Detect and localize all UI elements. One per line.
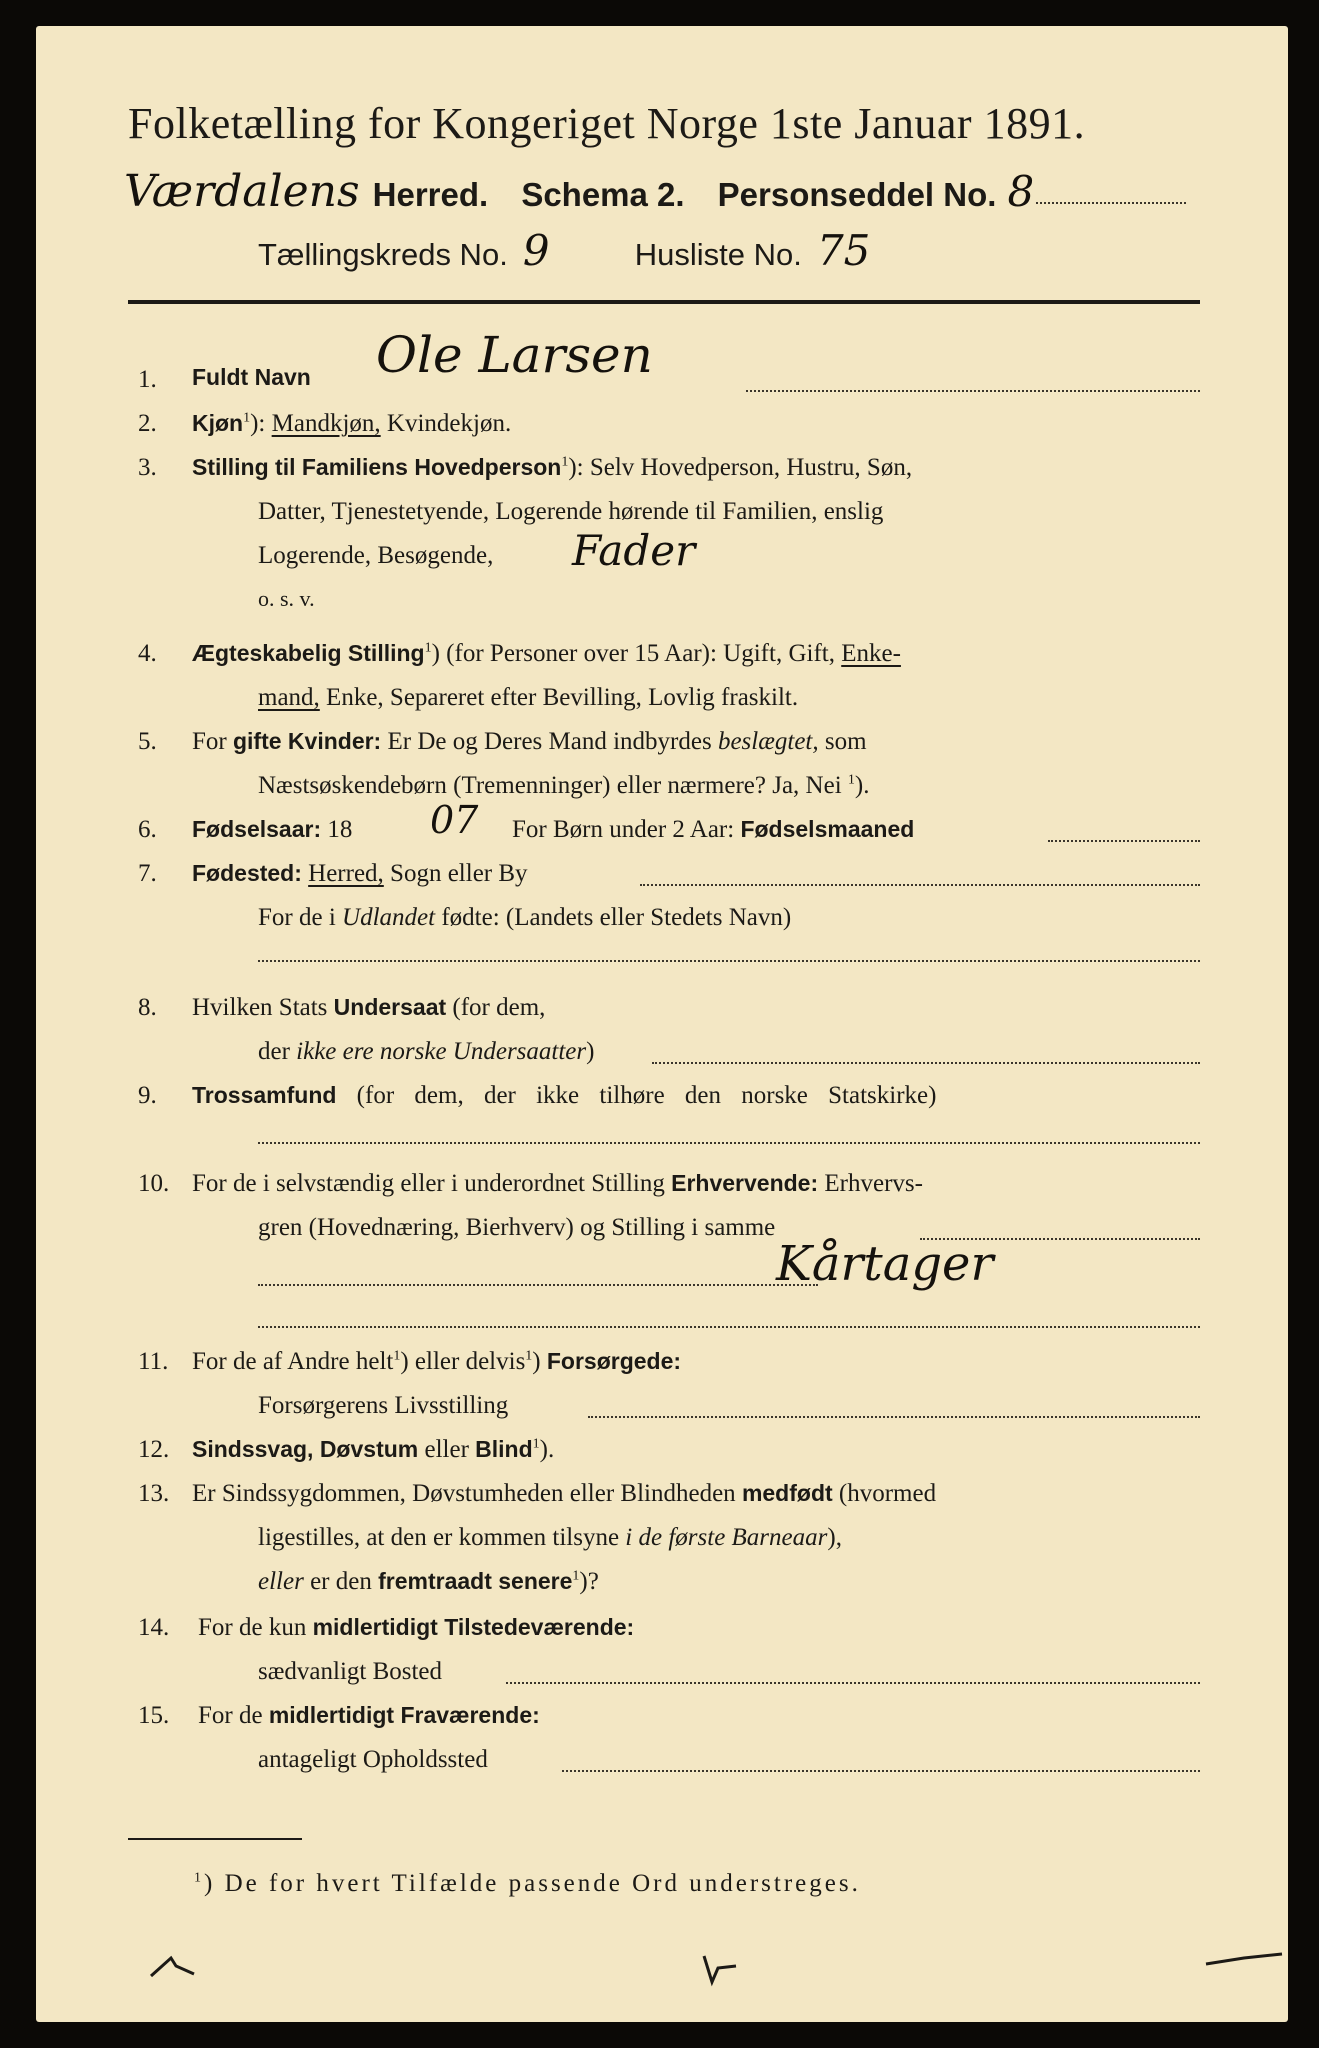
q9-row [192,1082,1200,1110]
q14-row-1 [198,1614,634,1642]
item-number: 12. [138,1436,170,1463]
q3-text: ): Selv Hovedperson, Hustru, Søn, [568,454,913,481]
item-number: 4. [138,640,157,667]
q5-text-b: Er De og Deres Mand indbyrdes [381,728,718,755]
q8-text: Hvilken Stats [192,994,334,1021]
ink-mark [146,1946,206,1986]
footnote-mark: 1 [194,1870,204,1886]
item-number: 6. [138,816,157,843]
q10-occupation-handwritten: Kårtager [776,1236,994,1292]
personseddel-dots [1036,202,1186,204]
q11-row-1 [192,1348,681,1376]
q14-row-2: sædvanligt Bosted [258,1658,443,1685]
item-number: 10. [138,1170,170,1197]
husliste-handwritten: 75 [816,226,871,275]
q5-row-2 [258,772,869,800]
q10-label: Erhvervende: [671,1170,819,1196]
herred-handwritten: Værdalens [124,166,360,217]
footnote [194,1870,861,1898]
q6-year-handwritten: 07 [430,798,479,842]
item-number: 15. [138,1702,170,1729]
item-number: 7. [138,860,157,887]
q8-text-b: (for dem, [446,994,546,1021]
q3-row-3: Logerende, Besøgende, [258,542,494,569]
q10-text: For de i selvstændig eller i underordnet Stilling [192,1170,672,1197]
q5-row-1 [192,728,867,756]
q13-text: Er Sindssygdommen, Døvstumheden eller Blindheden [192,1480,742,1507]
q7-text-2: For de i [258,904,343,931]
q9-text: (for dem, der ikke tilhøre den norske Statskirke) [336,1082,937,1109]
q12-label-2: Blind [475,1436,533,1462]
item-number: 3. [138,454,157,481]
q5-text-2: Næstsøskendebørn (Tremenninger) eller nærmere? Ja, Nei [258,772,848,799]
q2-option-mandkjon: Mandkjøn, [271,410,381,437]
q12-text: eller [418,1436,476,1463]
q7-row-2 [258,904,791,932]
q8-row-1 [192,994,545,1022]
q6-row-b [512,816,914,844]
q4-text: ) (for Personer over 15 Aar): Ugift, Gift, [431,640,835,667]
q15-dots [562,1770,1200,1772]
q1-dots [746,390,1200,392]
herred-label: Herred. [372,176,489,213]
q13-row-1 [192,1480,936,1508]
q4-row-2 [258,684,798,712]
q15-row-1 [198,1702,540,1730]
q11-label: Forsørgede: [546,1348,682,1374]
header-rule [128,300,1200,304]
q7-option-herred: Herred, [308,860,384,887]
q8-text-3: ) [586,1038,595,1065]
q11-dots [588,1416,1200,1418]
herred-line [124,166,1034,217]
form-title: Folketælling for Kongeriget Norge 1ste Januar 1891. [128,99,1086,148]
q12-end: ). [539,1436,555,1463]
q12-label: Sindssvag, Døvstum [192,1436,419,1462]
q13-text-2: ligestilles, at den er kommen tilsyne [258,1524,626,1551]
q5-end: ). [854,772,870,799]
q8-text-2: der [258,1038,297,1065]
item-number: 8. [138,994,157,1021]
q15-label: midlertidigt Fraværende: [268,1702,540,1728]
q1-label: Fuldt Navn [192,364,311,390]
q3-label: Stilling til Familiens Hovedperson [192,454,562,480]
q2-row [192,410,511,438]
q8-label: Undersaat [333,994,447,1020]
q11-row-2: Forsørgerens Livsstilling [258,1392,509,1419]
schema-label: Schema 2. [521,176,685,213]
q8-row-2 [258,1038,594,1066]
ink-mark [1204,1946,1284,1976]
q5-text-c: som [818,728,867,755]
q4-label: Ægteskabelig Stilling [192,640,425,666]
q4-option-enkemand-a: Enke- [841,640,901,667]
q13-row-2 [258,1524,842,1552]
footnote-mark: 1 [424,640,432,656]
q5-label: gifte Kvinder: [232,728,382,754]
footnote-text: ) De for hvert Tilfælde passende Ord understreges. [204,1870,861,1897]
q5-italic: beslægtet, [717,728,819,755]
footnote-mark: 1 [561,454,569,470]
q7-dots-2 [258,960,1200,962]
q4-text-2: Enke, Separeret efter Bevilling, Lovlig fraskilt. [319,684,799,711]
footnote-rule [128,1838,302,1840]
q10-row-1 [192,1170,923,1198]
kreds-label: Tællingskreds No. [258,237,508,272]
item-number: 2. [138,410,157,437]
q13-row-3 [258,1568,599,1596]
kreds-handwritten: 9 [522,226,550,275]
kreds-line [258,226,870,275]
q10-row-2: gren (Hovednæring, Bierhverv) og Stilling i samme [258,1214,776,1241]
q6-text: For Børn under 2 Aar: [512,816,741,843]
q11-text-c: ) [532,1348,547,1375]
footnote-mark: 1 [572,1568,580,1584]
q14-text: For de kun [198,1614,313,1641]
footnote-mark: 1 [243,410,251,426]
q7-row-1 [192,860,528,888]
q5-text: For [192,728,233,755]
q8-italic: ikke ere norske Undersaatter [296,1038,587,1065]
personseddel-handwritten: 8 [1007,167,1035,216]
item-number: 1. [138,366,157,393]
q7-dots [640,884,1200,886]
item-number: 9. [138,1082,157,1109]
q13-end: )? [579,1568,599,1595]
q6-dots [1048,840,1200,842]
q7-label: Fødested: [192,860,302,886]
q12-row [192,1436,554,1464]
census-form [36,26,1288,2022]
q2-label: Kjøn [192,410,244,436]
q14-dots [506,1682,1200,1684]
q7-italic: Udlandet [342,904,436,931]
q10-dots-2 [258,1284,818,1286]
q6-prefix: 18 [321,816,353,843]
item-number: 13. [138,1480,170,1507]
q13-label: medfødt [741,1480,833,1506]
q3-row-4: o. s. v. [258,586,315,611]
q3-handwritten: Fader [572,526,696,575]
q13-text-3: ), [827,1524,842,1551]
personseddel-label: Personseddel No. [717,176,997,213]
q10-text-b: Erhvervs- [818,1170,923,1197]
q3-row-2: Datter, Tjenestetyende, Logerende hørende til Familien, enslig [258,498,884,525]
q4-option-enkemand-b: mand, [258,684,320,711]
ink-mark [696,1948,746,1988]
q4-row-1 [192,640,901,668]
item-number: 5. [138,728,157,755]
footnote-mark: 1 [532,1436,540,1452]
q10-dots-3 [258,1326,1200,1328]
q13-text-4: er den [303,1568,379,1595]
q6-label-2: Fødselsmaaned [740,816,915,842]
q14-label: midlertidigt Tilstedeværende: [312,1614,635,1640]
q7-text: Sogn eller By [383,860,528,887]
q15-row-2: antageligt Opholdssted [258,1746,488,1773]
q2-text: ): [250,410,272,437]
q6-row [192,816,352,844]
q11-text-b: ) eller delvis [400,1348,526,1375]
q1-name-handwritten: Ole Larsen [376,326,653,384]
q9-label: Trossamfund [192,1082,337,1108]
footnote-mark: 1 [393,1348,401,1364]
q13-text-b: (hvormed [832,1480,937,1507]
item-number: 11. [138,1348,169,1375]
q13-italic-2: eller [258,1568,304,1595]
q13-italic: i de første Barneaar [625,1524,828,1551]
item-number: 14. [138,1614,170,1641]
q3-row-1 [192,454,912,482]
q6-label: Fødselsaar: [192,816,322,842]
q2-option-kvindekjon: Kvindekjøn. [380,410,512,437]
q15-text: For de [198,1702,269,1729]
q11-text: For de af Andre helt [192,1348,394,1375]
q13-label-2: fremtraadt senere [378,1568,573,1594]
q1-row [192,364,311,391]
footnote-mark: 1 [525,1348,533,1364]
footnote-mark: 1 [847,772,855,788]
q7-text-3: fødte: (Landets eller Stedets Navn) [435,904,792,931]
husliste-label: Husliste No. [634,237,802,272]
q8-dots [652,1062,1200,1064]
q9-dots [258,1142,1200,1144]
